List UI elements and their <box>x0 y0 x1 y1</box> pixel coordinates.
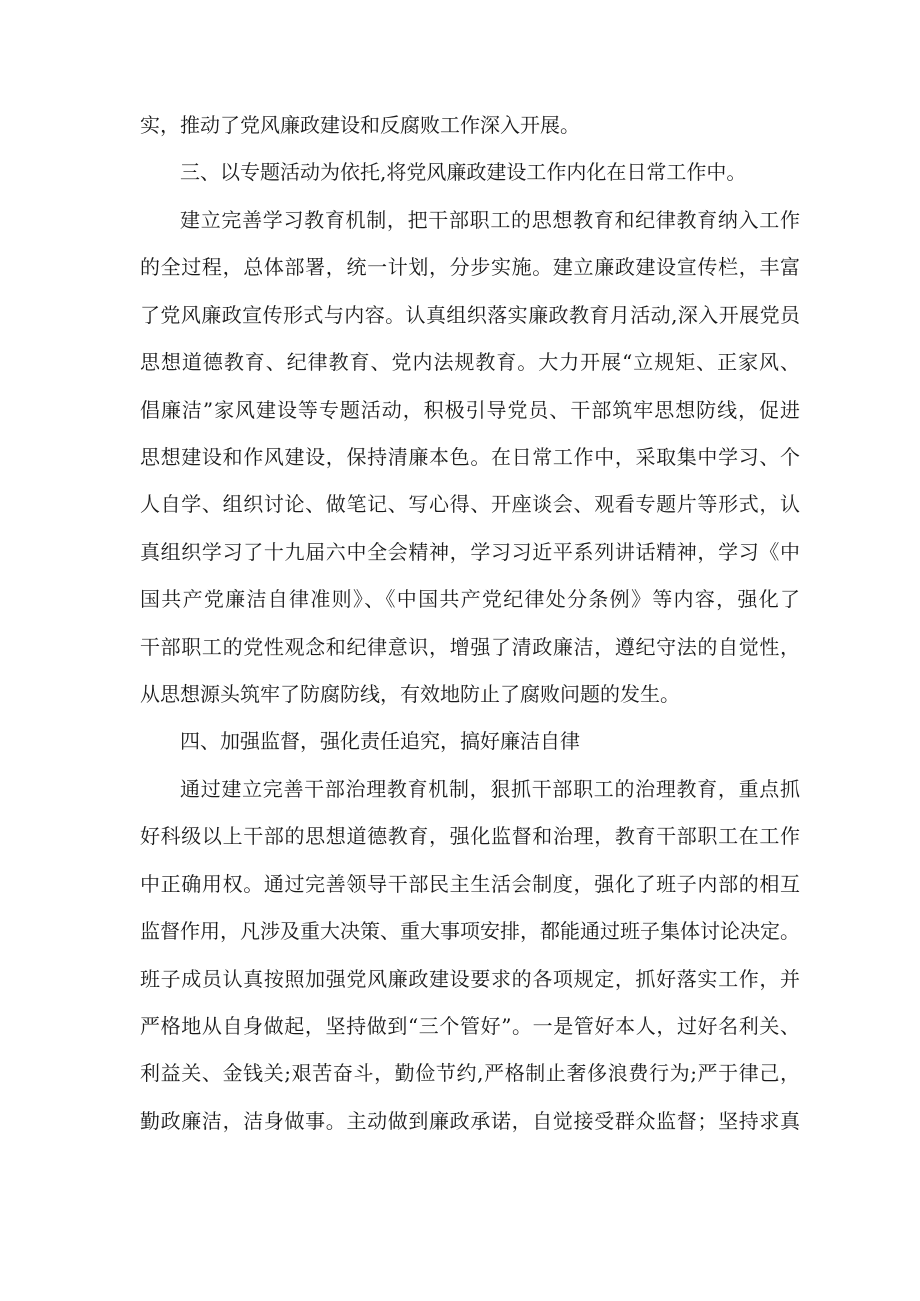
text-line-13: 从思想源头筑牢了防腐防线，有效地防止了腐败问题的发生。 <box>140 682 680 707</box>
text-line-20: 严格地从自身做起，坚持做到“三个管好”。一是管好本人，过好名利关、 <box>140 1014 800 1039</box>
text-line-19: 班子成员认真按照加强党风廉政建设要求的各项规定，抓好落实工作，并 <box>140 966 800 991</box>
text-line-22: 勤政廉洁，洁身做事。主动做到廉政承诺，自觉接受群众监督；坚持求真 <box>140 1108 800 1133</box>
text-line-4: 的全过程，总体部署，统一计划，分步实施。建立廉政建设宣传栏，丰富 <box>140 255 800 280</box>
text-line-21: 利益关、金钱关;艰苦奋斗，勤俭节约,严格制止奢侈浪费行为;严于律己， <box>140 1061 800 1086</box>
text-line-15: 通过建立完善干部治理教育机制，狠抓干部职工的治理教育，重点抓 <box>180 776 800 801</box>
text-line-14: 四、加强监督，强化责任追究，搞好廉洁自律 <box>180 729 580 754</box>
text-line-2: 三、以专题活动为依托,将党风廉政建设工作内化在日常工作中。 <box>180 160 747 185</box>
text-line-11: 国共产党廉洁自律准则》、《中国共产党纪律处分条例》等内容，强化了 <box>140 587 800 612</box>
text-line-9: 人自学、组织讨论、做笔记、写心得、开座谈会、观看专题片等形式，认 <box>140 492 800 517</box>
text-line-10: 真组织学习了十九届六中全会精神，学习习近平系列讲话精神，学习《中 <box>140 539 800 564</box>
text-line-18: 监督作用，凡涉及重大决策、重大事项安排，都能通过班子集体讨论决定。 <box>140 919 800 944</box>
text-line-8: 思想建设和作风建设，保持清廉本色。在日常工作中，采取集中学习、个 <box>140 444 800 469</box>
text-line-16: 好科级以上干部的思想道德教育，强化监督和治理，教育干部职工在工作 <box>140 824 800 849</box>
text-line-1: 实，推动了党风廉政建设和反腐败工作深入开展。 <box>140 113 580 137</box>
text-line-5: 了党风廉政宣传形式与内容。认真组织落实廉政教育月活动,深入开展党员 <box>140 302 800 327</box>
text-line-3: 建立完善学习教育机制，把干部职工的思想教育和纪律教育纳入工作 <box>180 207 800 232</box>
text-line-17: 中正确用权。通过完善领导干部民主生活会制度，强化了班子内部的相互 <box>140 871 800 896</box>
text-line-6: 思想道德教育、纪律教育、党内法规教育。大力开展“立规矩、正家风、 <box>140 350 800 375</box>
text-line-12: 干部职工的党性观念和纪律意识，增强了清政廉洁，遵纪守法的自觉性， <box>140 634 800 659</box>
document-page <box>140 113 800 1156</box>
text-line-7: 倡廉洁”家风建设等专题活动，积极引导党员、干部筑牢思想防线，促进 <box>140 397 800 422</box>
